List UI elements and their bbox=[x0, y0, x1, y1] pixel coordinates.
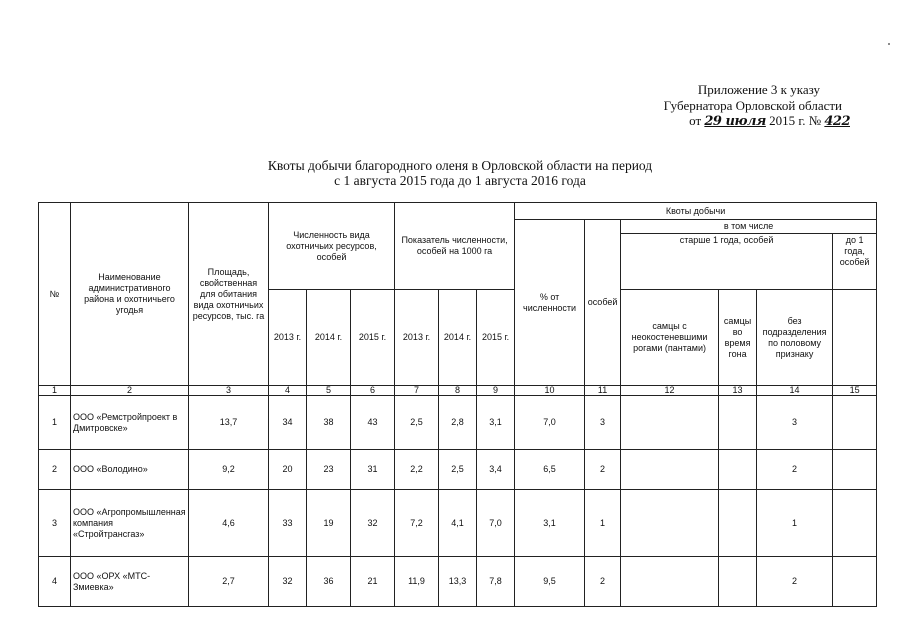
table-row bbox=[39, 396, 877, 450]
header-area: Площадь, свойственная для обитания вида охотничьих ресурсов, тыс. га bbox=[189, 203, 269, 386]
column-number: 15 bbox=[833, 386, 877, 396]
cell-under1 bbox=[833, 490, 877, 557]
table-row bbox=[39, 490, 877, 557]
title-line-1: Квоты добычи благородного оленя в Орловской области на период bbox=[267, 158, 653, 173]
cell-males-season bbox=[719, 557, 757, 607]
cell-den-2014: 13,3 bbox=[439, 557, 477, 607]
cell-males-season bbox=[719, 450, 757, 490]
header-year-den-2015: 2015 г. bbox=[477, 290, 515, 386]
cell-males-velvet bbox=[621, 396, 719, 450]
cell-no-sex: 2 bbox=[757, 450, 833, 490]
cell-individuals: 3 bbox=[585, 396, 621, 450]
header-year-pop-2015: 2015 г. bbox=[351, 290, 395, 386]
header-males-velvet: самцы с неокостеневшими рогами (пантами) bbox=[621, 290, 719, 386]
header-year-pop-2014: 2014 г. bbox=[307, 290, 351, 386]
cell-area: 13,7 bbox=[189, 396, 269, 450]
column-number: 6 bbox=[351, 386, 395, 396]
header-under1: до 1 года, особей bbox=[833, 234, 877, 290]
header-males-season: самцы во время гона bbox=[719, 290, 757, 386]
cell-name: ООО «ОРХ «МТС-Змиевка» bbox=[71, 557, 189, 607]
cell-den-2013: 2,2 bbox=[395, 450, 439, 490]
header-older: старше 1 года, особей bbox=[621, 234, 833, 290]
cell-no-sex: 1 bbox=[757, 490, 833, 557]
cell-pop-2014: 23 bbox=[307, 450, 351, 490]
cell-pop-2013: 20 bbox=[269, 450, 307, 490]
column-number: 4 bbox=[269, 386, 307, 396]
cell-pop-2013: 34 bbox=[269, 396, 307, 450]
cell-males-velvet bbox=[621, 557, 719, 607]
document-title bbox=[180, 158, 740, 188]
header-name: Наименование административного района и охотничьего угодья bbox=[71, 203, 189, 386]
column-number: 5 bbox=[307, 386, 351, 396]
cell-pop-2015: 43 bbox=[351, 396, 395, 450]
annex-reference bbox=[600, 82, 850, 130]
column-number: 11 bbox=[585, 386, 621, 396]
cell-area: 4,6 bbox=[189, 490, 269, 557]
cell-den-2014: 2,8 bbox=[439, 396, 477, 450]
cell-under1 bbox=[833, 396, 877, 450]
column-number: 7 bbox=[395, 386, 439, 396]
cell-percent: 7,0 bbox=[515, 396, 585, 450]
header-including: в том числе bbox=[621, 220, 877, 234]
quota-table bbox=[38, 202, 877, 607]
table-row bbox=[39, 450, 877, 490]
annex-from: от bbox=[689, 113, 702, 128]
cell-percent: 3,1 bbox=[515, 490, 585, 557]
cell-percent: 6,5 bbox=[515, 450, 585, 490]
column-number-row bbox=[39, 386, 877, 396]
cell-individuals: 2 bbox=[585, 450, 621, 490]
annex-line-1: Приложение 3 к указу bbox=[697, 82, 820, 97]
cell-name: ООО «Агропромышленная компания «Стройтрансгаз» bbox=[71, 490, 189, 557]
cell-under1 bbox=[833, 450, 877, 490]
column-number: 9 bbox=[477, 386, 515, 396]
cell-males-velvet bbox=[621, 450, 719, 490]
cell-num: 2 bbox=[39, 450, 71, 490]
cell-den-2015: 7,8 bbox=[477, 557, 515, 607]
column-number: 13 bbox=[719, 386, 757, 396]
header-population: Численность вида охотничьих ресурсов, особей bbox=[269, 203, 395, 290]
cell-percent: 9,5 bbox=[515, 557, 585, 607]
cell-den-2013: 2,5 bbox=[395, 396, 439, 450]
cell-under1 bbox=[833, 557, 877, 607]
cell-pop-2014: 36 bbox=[307, 557, 351, 607]
header-percent: % от численности bbox=[515, 220, 585, 386]
cell-num: 4 bbox=[39, 557, 71, 607]
cell-den-2013: 7,2 bbox=[395, 490, 439, 557]
handwritten-number: 422 bbox=[824, 114, 850, 129]
column-number: 14 bbox=[757, 386, 833, 396]
column-number: 12 bbox=[621, 386, 719, 396]
cell-num: 1 bbox=[39, 396, 71, 450]
annex-line-2: Губернатора Орловской области bbox=[663, 97, 842, 113]
column-number: 2 bbox=[71, 386, 189, 396]
annex-line-3 bbox=[600, 113, 850, 130]
cell-den-2014: 4,1 bbox=[439, 490, 477, 557]
cell-pop-2015: 31 bbox=[351, 450, 395, 490]
cell-individuals: 1 bbox=[585, 490, 621, 557]
header-quota: Квоты добычи bbox=[515, 203, 877, 220]
header-individuals: особей bbox=[585, 220, 621, 386]
cell-den-2015: 7,0 bbox=[477, 490, 515, 557]
title-line-2: с 1 августа 2015 года до 1 августа 2016 года bbox=[334, 173, 586, 188]
annex-number-label: № bbox=[808, 113, 822, 128]
cell-pop-2014: 19 bbox=[307, 490, 351, 557]
header-no-sex: без подразделения по половому признаку bbox=[757, 290, 833, 386]
cell-pop-2014: 38 bbox=[307, 396, 351, 450]
cell-no-sex: 3 bbox=[757, 396, 833, 450]
cell-pop-2015: 32 bbox=[351, 490, 395, 557]
cell-pop-2013: 33 bbox=[269, 490, 307, 557]
header-under1-empty bbox=[833, 290, 877, 386]
cell-pop-2015: 21 bbox=[351, 557, 395, 607]
header-year-den-2013: 2013 г. bbox=[395, 290, 439, 386]
cell-pop-2013: 32 bbox=[269, 557, 307, 607]
cell-num: 3 bbox=[39, 490, 71, 557]
cell-den-2013: 11,9 bbox=[395, 557, 439, 607]
cell-den-2015: 3,1 bbox=[477, 396, 515, 450]
header-year-den-2014: 2014 г. bbox=[439, 290, 477, 386]
header-density: Показатель численности, особей на 1000 га bbox=[395, 203, 515, 290]
header-year-pop-2013: 2013 г. bbox=[269, 290, 307, 386]
cell-males-season bbox=[719, 396, 757, 450]
cell-individuals: 2 bbox=[585, 557, 621, 607]
cell-males-season bbox=[719, 490, 757, 557]
column-number: 8 bbox=[439, 386, 477, 396]
header-num: № bbox=[39, 203, 71, 386]
cell-name: ООО «Володино» bbox=[71, 450, 189, 490]
handwritten-date: 29 июля bbox=[704, 114, 766, 129]
cell-name: ООО «Ремстройпроект в Дмитровске» bbox=[71, 396, 189, 450]
column-number: 3 bbox=[189, 386, 269, 396]
column-number: 10 bbox=[515, 386, 585, 396]
cell-no-sex: 2 bbox=[757, 557, 833, 607]
scan-speck bbox=[888, 43, 890, 45]
annex-year: 2015 г. bbox=[769, 113, 806, 128]
table-row bbox=[39, 557, 877, 607]
cell-den-2014: 2,5 bbox=[439, 450, 477, 490]
cell-den-2015: 3,4 bbox=[477, 450, 515, 490]
column-number: 1 bbox=[39, 386, 71, 396]
cell-area: 2,7 bbox=[189, 557, 269, 607]
cell-area: 9,2 bbox=[189, 450, 269, 490]
cell-males-velvet bbox=[621, 490, 719, 557]
